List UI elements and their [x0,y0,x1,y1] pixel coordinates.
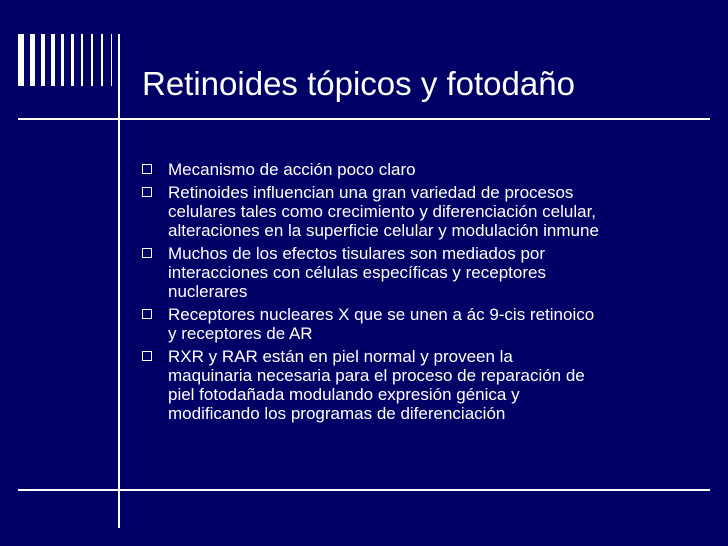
bullet-text-line: y receptores de AR [168,324,313,343]
bullet-text-line: Retinoides influencian una gran variedad de procesos [168,183,574,202]
decorative-bar [51,34,55,86]
decorative-bar [111,34,112,86]
hollow-square-bullet-icon [142,309,152,319]
title-rule [18,118,710,120]
hollow-square-bullet-icon [142,351,152,361]
bullet-item [140,244,720,301]
decorative-bar [18,34,24,86]
hollow-square-bullet-icon [142,248,152,258]
decorative-bar [101,34,103,86]
hollow-square-bullet-icon [142,164,152,174]
bullet-text-line: celulares tales como crecimiento y diferenciación celular, [168,202,597,221]
decorative-bar [91,34,93,86]
decorative-bar [30,34,35,86]
bullet-text-line: interacciones con células específicas y receptores [168,263,546,282]
bullet-text-line: nuclerares [168,282,248,301]
bullet-text-line: maquinaria necesaria para el proceso de reparación de [168,366,585,385]
bullet-item [140,160,720,179]
decorative-bar [81,34,83,86]
bullet-item [140,305,720,343]
vertical-rule [118,34,120,528]
bullet-text-line: modificando los programas de diferenciación [168,404,506,423]
bullet-text-line: alteraciones en la superficie celular y modulación inmune [168,221,599,240]
bullet-text-line: piel fotodañada modulando expresión génica y [168,385,520,404]
bullet-list [140,160,720,427]
bullet-text-line: Receptores nucleares X que se unen a ác 9-cis retinoico [168,305,595,324]
bullet-item [140,183,720,240]
decorative-bars [18,34,128,86]
slide-title: Retinoides tópicos y fotodaño [142,65,575,102]
bullet-text-line: RXR y RAR están en piel normal y proveen la [168,347,513,366]
bullet-item [140,347,720,423]
hollow-square-bullet-icon [142,187,152,197]
footer-rule [18,489,710,491]
bullet-text-line: Mecanismo de acción poco claro [168,160,416,179]
decorative-bar [71,34,74,86]
decorative-bar [61,34,64,86]
bullet-text-line: Muchos de los efectos tisulares son mediados por [168,244,546,263]
decorative-bar [41,34,45,86]
